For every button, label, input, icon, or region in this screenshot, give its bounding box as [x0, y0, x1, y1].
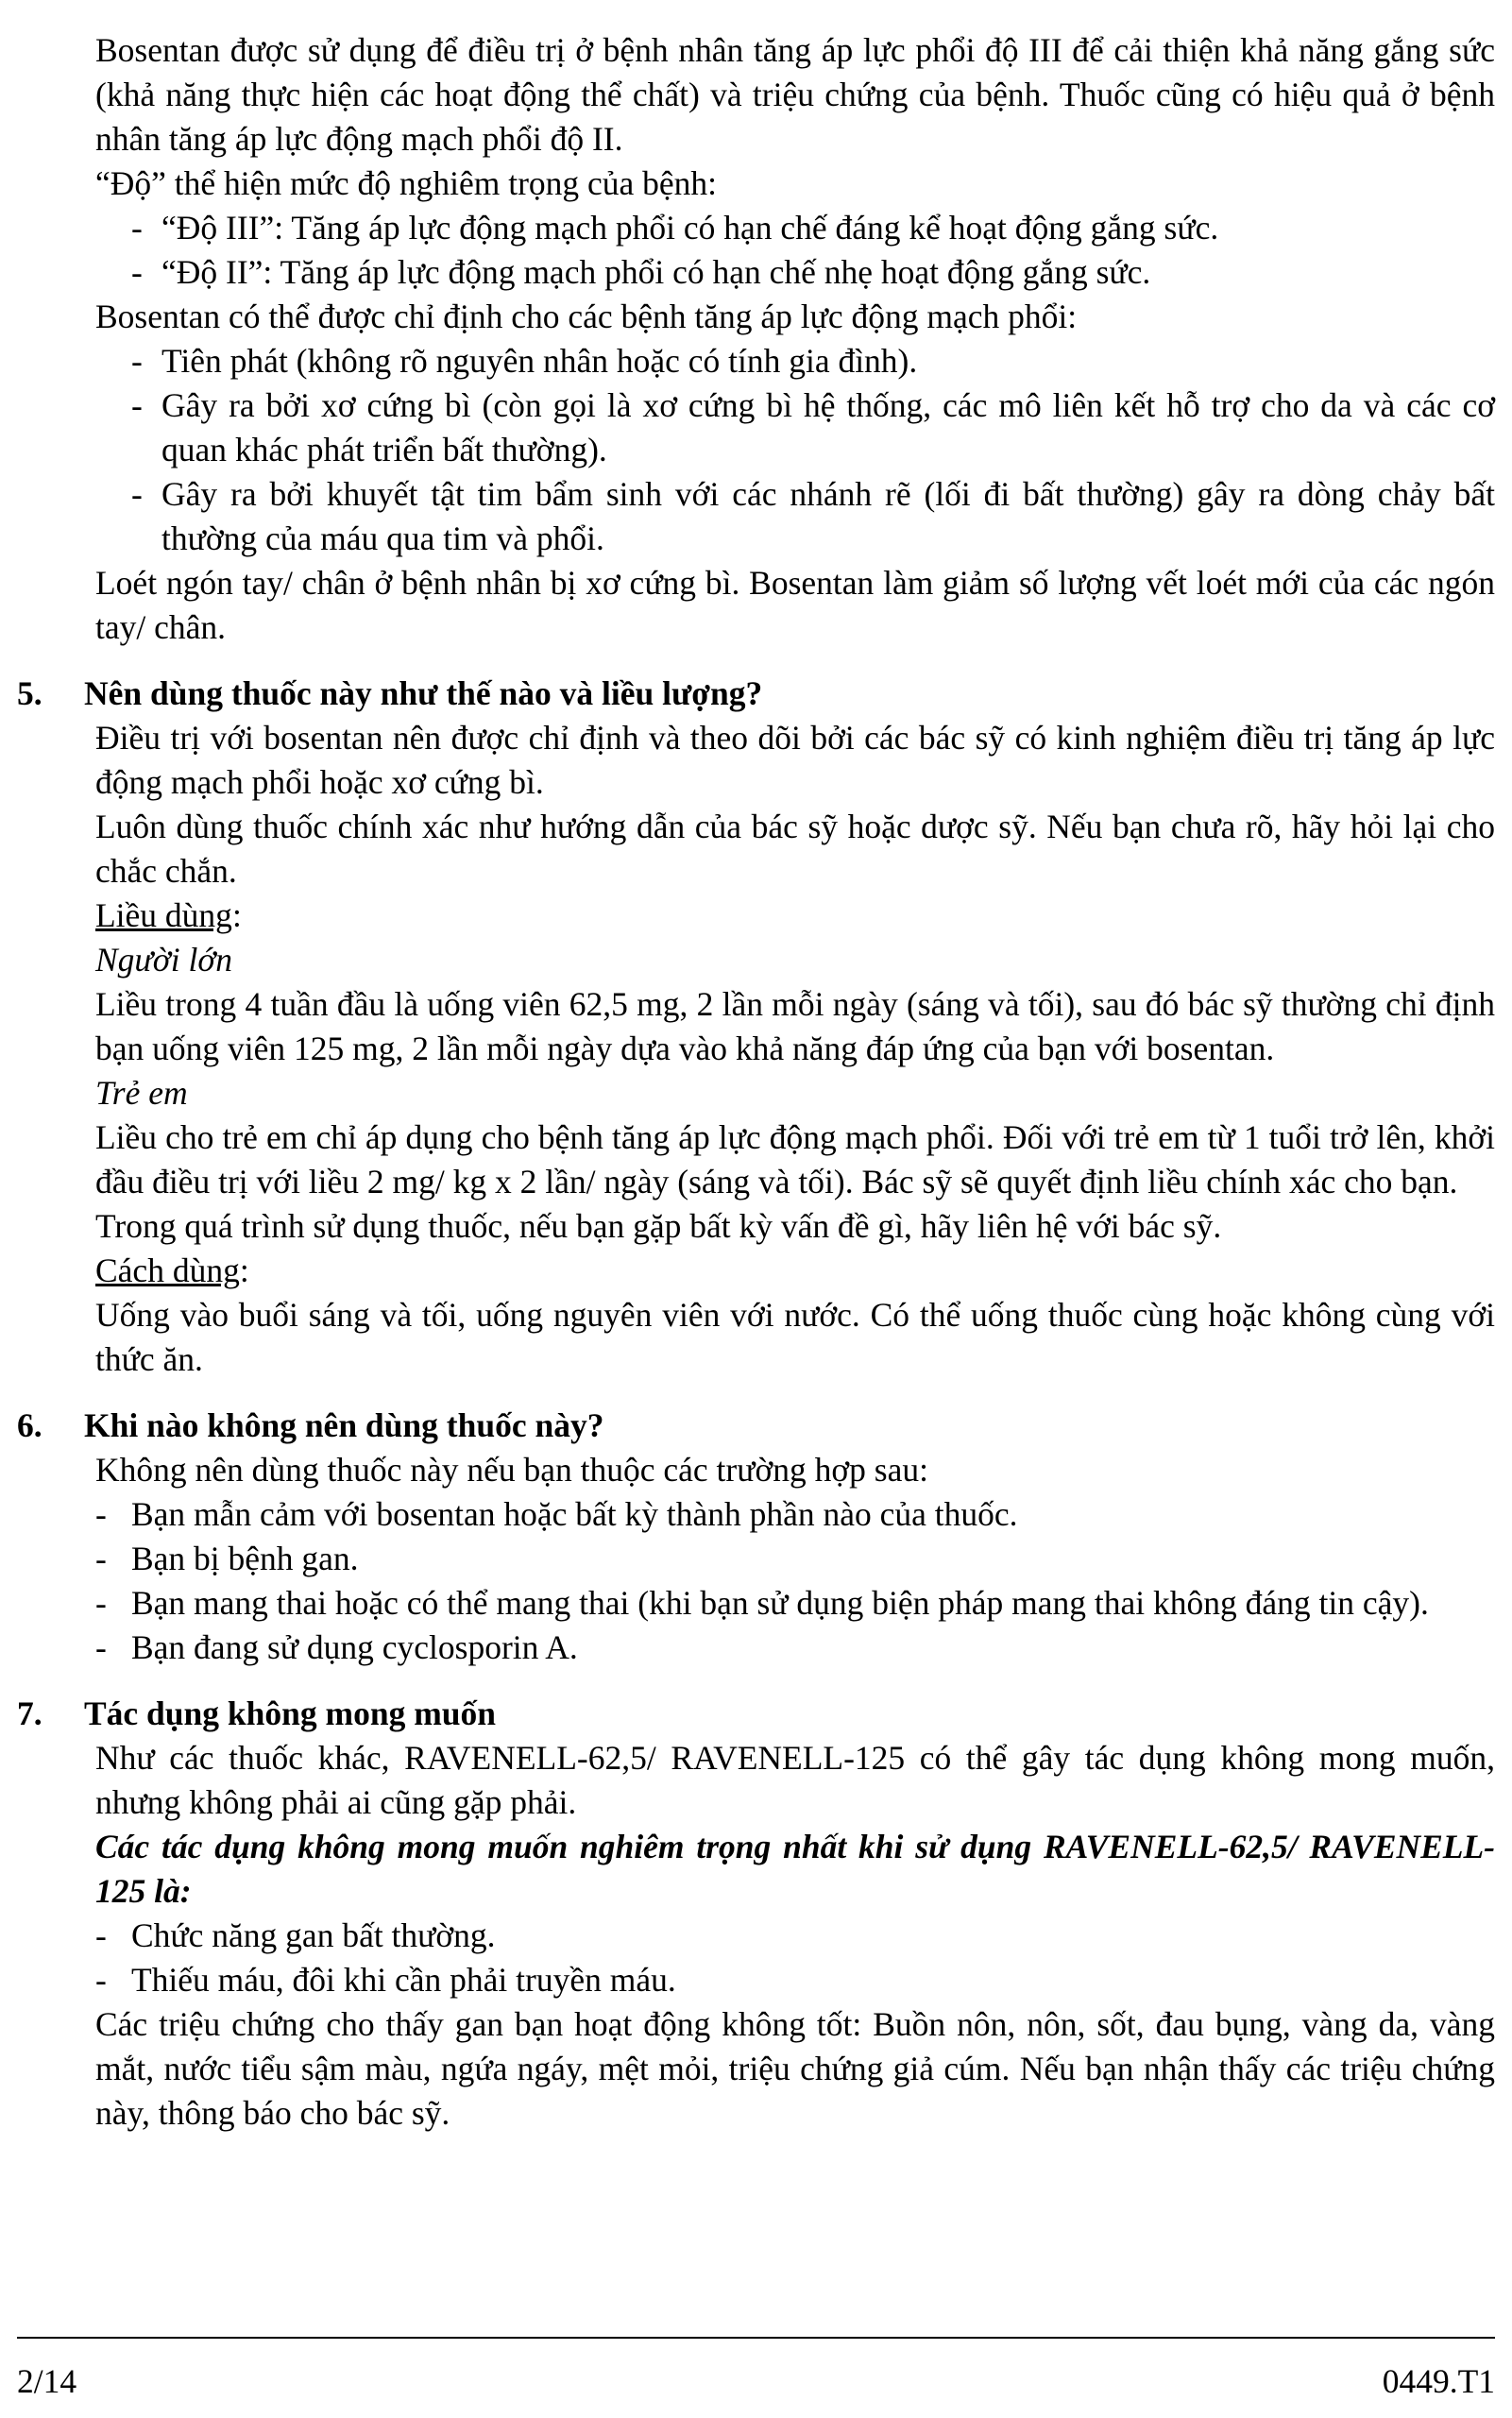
document-code: 0449.T1 [1382, 2362, 1495, 2400]
contact-paragraph: Trong quá trình sử dụng thuốc, nếu bạn gặp bất kỳ vấn đề gì, hãy liên hệ với bác sỹ. [95, 1207, 1222, 1245]
list-item: - Bạn bị bệnh gan. [17, 1537, 1495, 1581]
list-item: - Bạn đang sử dụng cyclosporin A. [17, 1626, 1495, 1670]
footer-divider [17, 2337, 1495, 2339]
children-label: Trẻ em [95, 1074, 188, 1112]
list-item: - “Độ II”: Tăng áp lực động mạch phổi có hạn chế nhẹ hoạt động gắng sức. [17, 250, 1495, 295]
section-title: Tác dụng không mong muốn [84, 1694, 497, 1732]
list-item: - Tiên phát (không rõ nguyên nhân hoặc có tính gia đình). [17, 339, 1495, 383]
section-title: Nên dùng thuốc này như thế nào và liều lượng? [84, 674, 763, 712]
list-item: - Bạn mẫn cảm với bosentan hoặc bất kỳ thành phần nào của thuốc. [17, 1492, 1495, 1537]
list-item: - Chức năng gan bất thường. [17, 1914, 1495, 1958]
paragraph: Luôn dùng thuốc chính xác như hướng dẫn của bác sỹ hoặc dược sỹ. Nếu bạn chưa rõ, hãy hỏi lại cho chắc chắn. [95, 808, 1495, 890]
section-number: 7. [17, 1694, 42, 1732]
indications-intro: Bosentan có thể được chỉ định cho các bệnh tăng áp lực động mạch phổi: [95, 298, 1078, 335]
paragraph: Các triệu chứng cho thấy gan bạn hoạt động không tốt: Buồn nôn, nôn, sốt, đau bụng, vàng da, vàng mắt, nước tiểu sậm màu, ngứa ngáy, mệt mỏi, triệu chứng giả cúm. Nếu bạn nhận thấy các triệu chứng này, thông báo cho bác sỹ. [95, 2005, 1495, 2132]
page-number: 2/14 [17, 2362, 77, 2400]
list-item: - Gây ra bởi xơ cứng bì (còn gọi là xơ cứng bì hệ thống, các mô liên kết hỗ trợ cho da và các cơ quan khác phát triển bất thường). [17, 383, 1495, 472]
ulcer-paragraph: Loét ngón tay/ chân ở bệnh nhân bị xơ cứng bì. Bosentan làm giảm số lượng vết loét mới của các ngón tay/ chân. [95, 564, 1495, 646]
section-7-heading [17, 1692, 1495, 1736]
list-item: - “Độ III”: Tăng áp lực động mạch phổi có hạn chế đáng kể hoạt động gắng sức. [17, 206, 1495, 250]
serious-effects-heading: Các tác dụng không mong muốn nghiêm trọng nhất khi sử dụng RAVENELL-62,5/ RAVENELL-125 là: [95, 1828, 1495, 1910]
section-number: 5. [17, 674, 42, 712]
grade-intro: “Độ” thể hiện mức độ nghiêm trọng của bệnh: [95, 164, 718, 202]
paragraph: Không nên dùng thuốc này nếu bạn thuộc các trường hợp sau: [95, 1451, 928, 1489]
section-number: 6. [17, 1406, 42, 1444]
intro-paragraph: Bosentan được sử dụng để điều trị ở bệnh nhân tăng áp lực phổi độ III để cải thiện khả năng gắng sức (khả năng thực hiện các hoạt động thể chất) và triệu chứng của bệnh. Thuốc cũng có hiệu quả ở bệnh nhân tăng áp lực động mạch phổi độ II. [95, 31, 1495, 158]
paragraph: Như các thuốc khác, RAVENELL-62,5/ RAVENELL-125 có thể gây tác dụng không mong muốn, nhưng không phải ai cũng gặp phải. [95, 1739, 1495, 1821]
adults-dosage: Liều trong 4 tuần đầu là uống viên 62,5 mg, 2 lần mỗi ngày (sáng và tối), sau đó bác sỹ thường chỉ định bạn uống viên 125 mg, 2 lần mỗi ngày dựa vào khả năng đáp ứng của bạn với bosentan. [95, 985, 1495, 1067]
children-dosage: Liều cho trẻ em chỉ áp dụng cho bệnh tăng áp lực động mạch phổi. Đối với trẻ em từ 1 tuổi trở lên, khởi đầu điều trị với liều 2 mg/ kg x 2 lần/ ngày (sáng và tối). Bác sỹ sẽ quyết định liều chính xác cho bạn. [95, 1118, 1495, 1200]
usage-text: Uống vào buổi sáng và tối, uống nguyên viên với nước. Có thể uống thuốc cùng hoặc không cùng với thức ăn. [95, 1296, 1495, 1378]
section-title: Khi nào không nên dùng thuốc này? [84, 1406, 604, 1444]
usage-label: Cách dùng: [95, 1252, 249, 1289]
list-item: - Bạn mang thai hoặc có thể mang thai (khi bạn sử dụng biện pháp mang thai không đáng tin cậy). [17, 1581, 1495, 1626]
document-body [17, 28, 1495, 2136]
list-item: - Thiếu máu, đôi khi cần phải truyền máu. [17, 1958, 1495, 2002]
section-6-heading [17, 1404, 1495, 1448]
list-item: - Gây ra bởi khuyết tật tim bẩm sinh với các nhánh rẽ (lối đi bất thường) gây ra dòng chảy bất thường của máu qua tim và phổi. [17, 472, 1495, 561]
section-5-heading [17, 672, 1495, 716]
paragraph: Điều trị với bosentan nên được chỉ định và theo dõi bởi các bác sỹ có kinh nghiệm điều trị tăng áp lực động mạch phổi hoặc xơ cứng bì. [95, 719, 1495, 801]
dosage-label: Liều dùng: [95, 896, 242, 934]
adults-label: Người lớn [95, 941, 233, 979]
